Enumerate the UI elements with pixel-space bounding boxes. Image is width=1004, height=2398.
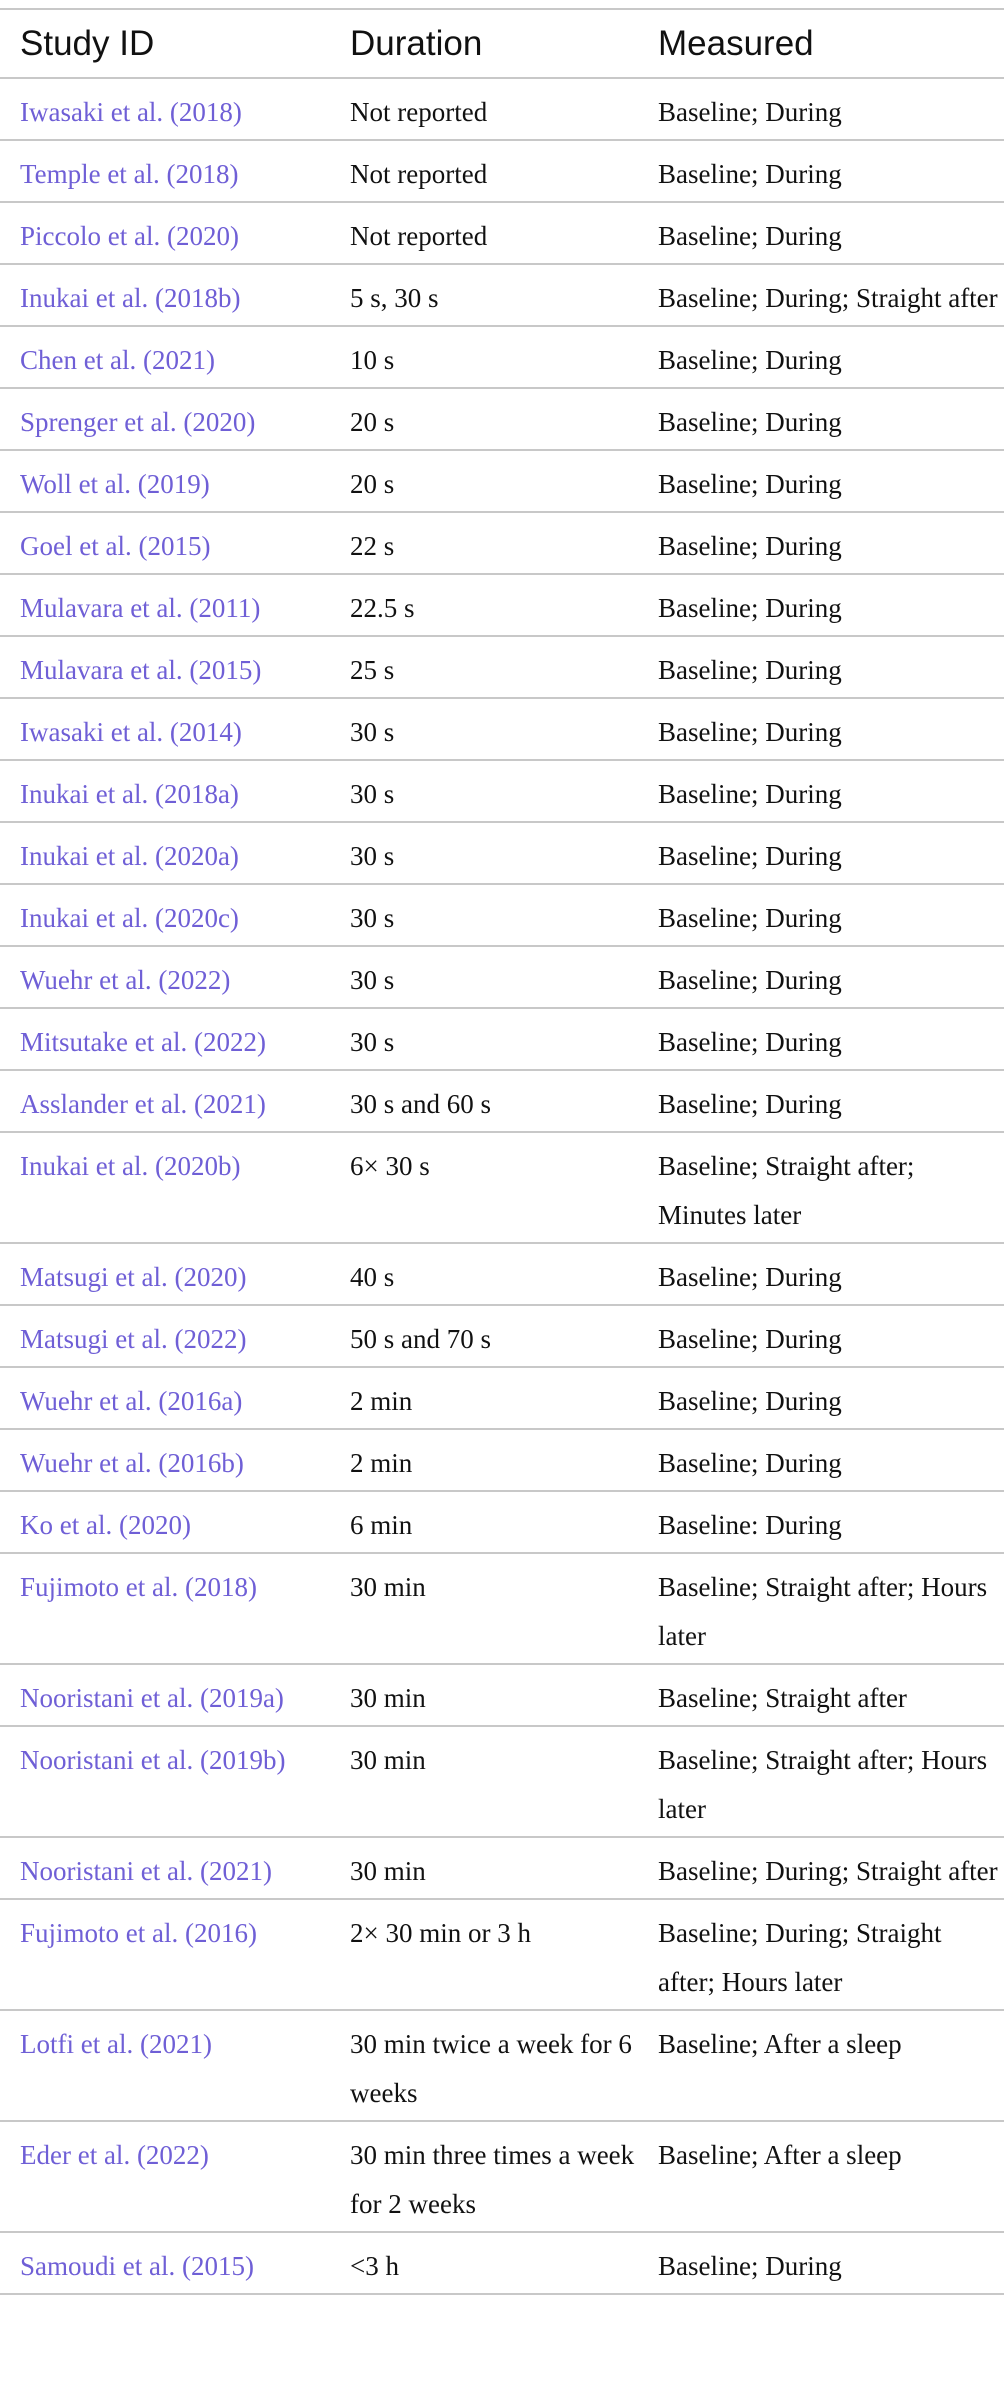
duration-cell: 30 min three times a week for 2 weeks bbox=[330, 2121, 638, 2232]
measured-cell: Baseline; Straight after; Hours later bbox=[638, 1553, 1004, 1664]
study-id-link[interactable]: Samoudi et al. (2015) bbox=[0, 2232, 330, 2294]
duration-cell: 20 s bbox=[330, 450, 638, 512]
duration-cell: 30 s and 60 s bbox=[330, 1070, 638, 1132]
measured-cell: Baseline; During bbox=[638, 388, 1004, 450]
measured-cell: Baseline: During bbox=[638, 1491, 1004, 1553]
study-id-link[interactable]: Inukai et al. (2020a) bbox=[0, 822, 330, 884]
table-row bbox=[0, 2232, 1004, 2294]
study-id-link[interactable]: Goel et al. (2015) bbox=[0, 512, 330, 574]
table-row bbox=[0, 2121, 1004, 2232]
table-row bbox=[0, 388, 1004, 450]
table-row bbox=[0, 1008, 1004, 1070]
study-id-link[interactable]: Eder et al. (2022) bbox=[0, 2121, 330, 2232]
duration-cell: 30 s bbox=[330, 1008, 638, 1070]
study-id-link[interactable]: Inukai et al. (2020c) bbox=[0, 884, 330, 946]
table-row bbox=[0, 574, 1004, 636]
study-id-link[interactable]: Matsugi et al. (2022) bbox=[0, 1305, 330, 1367]
table-row bbox=[0, 202, 1004, 264]
duration-cell: 2 min bbox=[330, 1367, 638, 1429]
table-row bbox=[0, 1305, 1004, 1367]
measured-cell: Baseline; During bbox=[638, 2232, 1004, 2294]
table-row bbox=[0, 1132, 1004, 1243]
duration-cell: 20 s bbox=[330, 388, 638, 450]
study-id-link[interactable]: Inukai et al. (2018b) bbox=[0, 264, 330, 326]
measured-cell: Baseline; Straight after; Minutes later bbox=[638, 1132, 1004, 1243]
duration-cell: 30 s bbox=[330, 698, 638, 760]
study-id-link[interactable]: Sprenger et al. (2020) bbox=[0, 388, 330, 450]
study-id-link[interactable]: Chen et al. (2021) bbox=[0, 326, 330, 388]
table-row bbox=[0, 264, 1004, 326]
measured-cell: Baseline; During bbox=[638, 1070, 1004, 1132]
table-row bbox=[0, 884, 1004, 946]
study-id-link[interactable]: Mitsutake et al. (2022) bbox=[0, 1008, 330, 1070]
measured-cell: Baseline; After a sleep bbox=[638, 2010, 1004, 2121]
study-id-link[interactable]: Wuehr et al. (2016b) bbox=[0, 1429, 330, 1491]
study-id-link[interactable]: Wuehr et al. (2016a) bbox=[0, 1367, 330, 1429]
duration-cell: 30 min bbox=[330, 1664, 638, 1726]
study-id-link[interactable]: Nooristani et al. (2019b) bbox=[0, 1726, 330, 1837]
measured-cell: Baseline; During bbox=[638, 78, 1004, 140]
measured-cell: Baseline; During bbox=[638, 822, 1004, 884]
duration-cell: 40 s bbox=[330, 1243, 638, 1305]
measured-cell: Baseline; During bbox=[638, 202, 1004, 264]
study-id-link[interactable]: Mulavara et al. (2011) bbox=[0, 574, 330, 636]
table-row bbox=[0, 1070, 1004, 1132]
measured-cell: Baseline; Straight after bbox=[638, 1664, 1004, 1726]
table-row bbox=[0, 512, 1004, 574]
table-row bbox=[0, 946, 1004, 1008]
measured-cell: Baseline; After a sleep bbox=[638, 2121, 1004, 2232]
table-row bbox=[0, 450, 1004, 512]
duration-cell: 30 s bbox=[330, 760, 638, 822]
duration-cell: Not reported bbox=[330, 140, 638, 202]
study-id-link[interactable]: Mulavara et al. (2015) bbox=[0, 636, 330, 698]
study-id-link[interactable]: Iwasaki et al. (2018) bbox=[0, 78, 330, 140]
table-row bbox=[0, 822, 1004, 884]
table-header bbox=[0, 9, 1004, 78]
duration-cell: 22 s bbox=[330, 512, 638, 574]
measured-cell: Baseline; During bbox=[638, 574, 1004, 636]
duration-cell: 10 s bbox=[330, 326, 638, 388]
duration-cell: 50 s and 70 s bbox=[330, 1305, 638, 1367]
duration-cell: Not reported bbox=[330, 202, 638, 264]
table-row bbox=[0, 140, 1004, 202]
table-row bbox=[0, 1726, 1004, 1837]
table-body bbox=[0, 78, 1004, 2294]
duration-cell: <3 h bbox=[330, 2232, 638, 2294]
duration-cell: 30 s bbox=[330, 822, 638, 884]
measured-cell: Baseline; During; Straight after; Hours later bbox=[638, 1899, 1004, 2010]
study-id-link[interactable]: Inukai et al. (2020b) bbox=[0, 1132, 330, 1243]
duration-cell: 6 min bbox=[330, 1491, 638, 1553]
table-row bbox=[0, 1664, 1004, 1726]
duration-cell: Not reported bbox=[330, 78, 638, 140]
duration-cell: 25 s bbox=[330, 636, 638, 698]
measured-cell: Baseline; During bbox=[638, 1243, 1004, 1305]
measured-cell: Baseline; During bbox=[638, 140, 1004, 202]
measured-cell: Baseline; During bbox=[638, 326, 1004, 388]
header-study-id: Study ID bbox=[0, 9, 330, 78]
header-measured: Measured bbox=[638, 9, 1004, 78]
measured-cell: Baseline; During bbox=[638, 698, 1004, 760]
study-id-link[interactable]: Wuehr et al. (2022) bbox=[0, 946, 330, 1008]
duration-cell: 30 min bbox=[330, 1726, 638, 1837]
header-duration: Duration bbox=[330, 9, 638, 78]
study-id-link[interactable]: Inukai et al. (2018a) bbox=[0, 760, 330, 822]
study-id-link[interactable]: Temple et al. (2018) bbox=[0, 140, 330, 202]
table-row bbox=[0, 698, 1004, 760]
duration-cell: 5 s, 30 s bbox=[330, 264, 638, 326]
measured-cell: Baseline; During bbox=[638, 1367, 1004, 1429]
table-row bbox=[0, 326, 1004, 388]
measured-cell: Baseline; During bbox=[638, 1429, 1004, 1491]
table-row bbox=[0, 1553, 1004, 1664]
study-id-link[interactable]: Iwasaki et al. (2014) bbox=[0, 698, 330, 760]
table-row bbox=[0, 636, 1004, 698]
duration-cell: 6× 30 s bbox=[330, 1132, 638, 1243]
table-row bbox=[0, 78, 1004, 140]
duration-cell: 30 s bbox=[330, 946, 638, 1008]
measured-cell: Baseline; During bbox=[638, 636, 1004, 698]
study-table-container bbox=[0, 8, 1004, 2295]
study-id-link[interactable]: Lotfi et al. (2021) bbox=[0, 2010, 330, 2121]
study-id-link[interactable]: Ko et al. (2020) bbox=[0, 1491, 330, 1553]
measured-cell: Baseline; During bbox=[638, 946, 1004, 1008]
measured-cell: Baseline; During bbox=[638, 1305, 1004, 1367]
table-row bbox=[0, 1837, 1004, 1899]
table-row bbox=[0, 1243, 1004, 1305]
duration-cell: 30 min twice a week for 6 weeks bbox=[330, 2010, 638, 2121]
measured-cell: Baseline; During bbox=[638, 450, 1004, 512]
measured-cell: Baseline; Straight after; Hours later bbox=[638, 1726, 1004, 1837]
duration-cell: 30 min bbox=[330, 1553, 638, 1664]
table-row bbox=[0, 2010, 1004, 2121]
study-id-link[interactable]: Nooristani et al. (2021) bbox=[0, 1837, 330, 1899]
duration-cell: 30 min bbox=[330, 1837, 638, 1899]
table-row bbox=[0, 1491, 1004, 1553]
study-id-link[interactable]: Fujimoto et al. (2016) bbox=[0, 1899, 330, 2010]
table-row bbox=[0, 1899, 1004, 2010]
measured-cell: Baseline; During; Straight after bbox=[638, 1837, 1004, 1899]
study-id-link[interactable]: Piccolo et al. (2020) bbox=[0, 202, 330, 264]
duration-cell: 2× 30 min or 3 h bbox=[330, 1899, 638, 2010]
header-row bbox=[0, 9, 1004, 78]
table-row bbox=[0, 1367, 1004, 1429]
measured-cell: Baseline; During bbox=[638, 1008, 1004, 1070]
measured-cell: Baseline; During bbox=[638, 884, 1004, 946]
duration-cell: 2 min bbox=[330, 1429, 638, 1491]
table-row bbox=[0, 760, 1004, 822]
study-id-link[interactable]: Matsugi et al. (2020) bbox=[0, 1243, 330, 1305]
study-id-link[interactable]: Nooristani et al. (2019a) bbox=[0, 1664, 330, 1726]
measured-cell: Baseline; During bbox=[638, 760, 1004, 822]
study-id-link[interactable]: Asslander et al. (2021) bbox=[0, 1070, 330, 1132]
measured-cell: Baseline; During; Straight after bbox=[638, 264, 1004, 326]
duration-cell: 22.5 s bbox=[330, 574, 638, 636]
study-table bbox=[0, 8, 1004, 2295]
table-row bbox=[0, 1429, 1004, 1491]
study-id-link[interactable]: Fujimoto et al. (2018) bbox=[0, 1553, 330, 1664]
measured-cell: Baseline; During bbox=[638, 512, 1004, 574]
study-id-link[interactable]: Woll et al. (2019) bbox=[0, 450, 330, 512]
duration-cell: 30 s bbox=[330, 884, 638, 946]
